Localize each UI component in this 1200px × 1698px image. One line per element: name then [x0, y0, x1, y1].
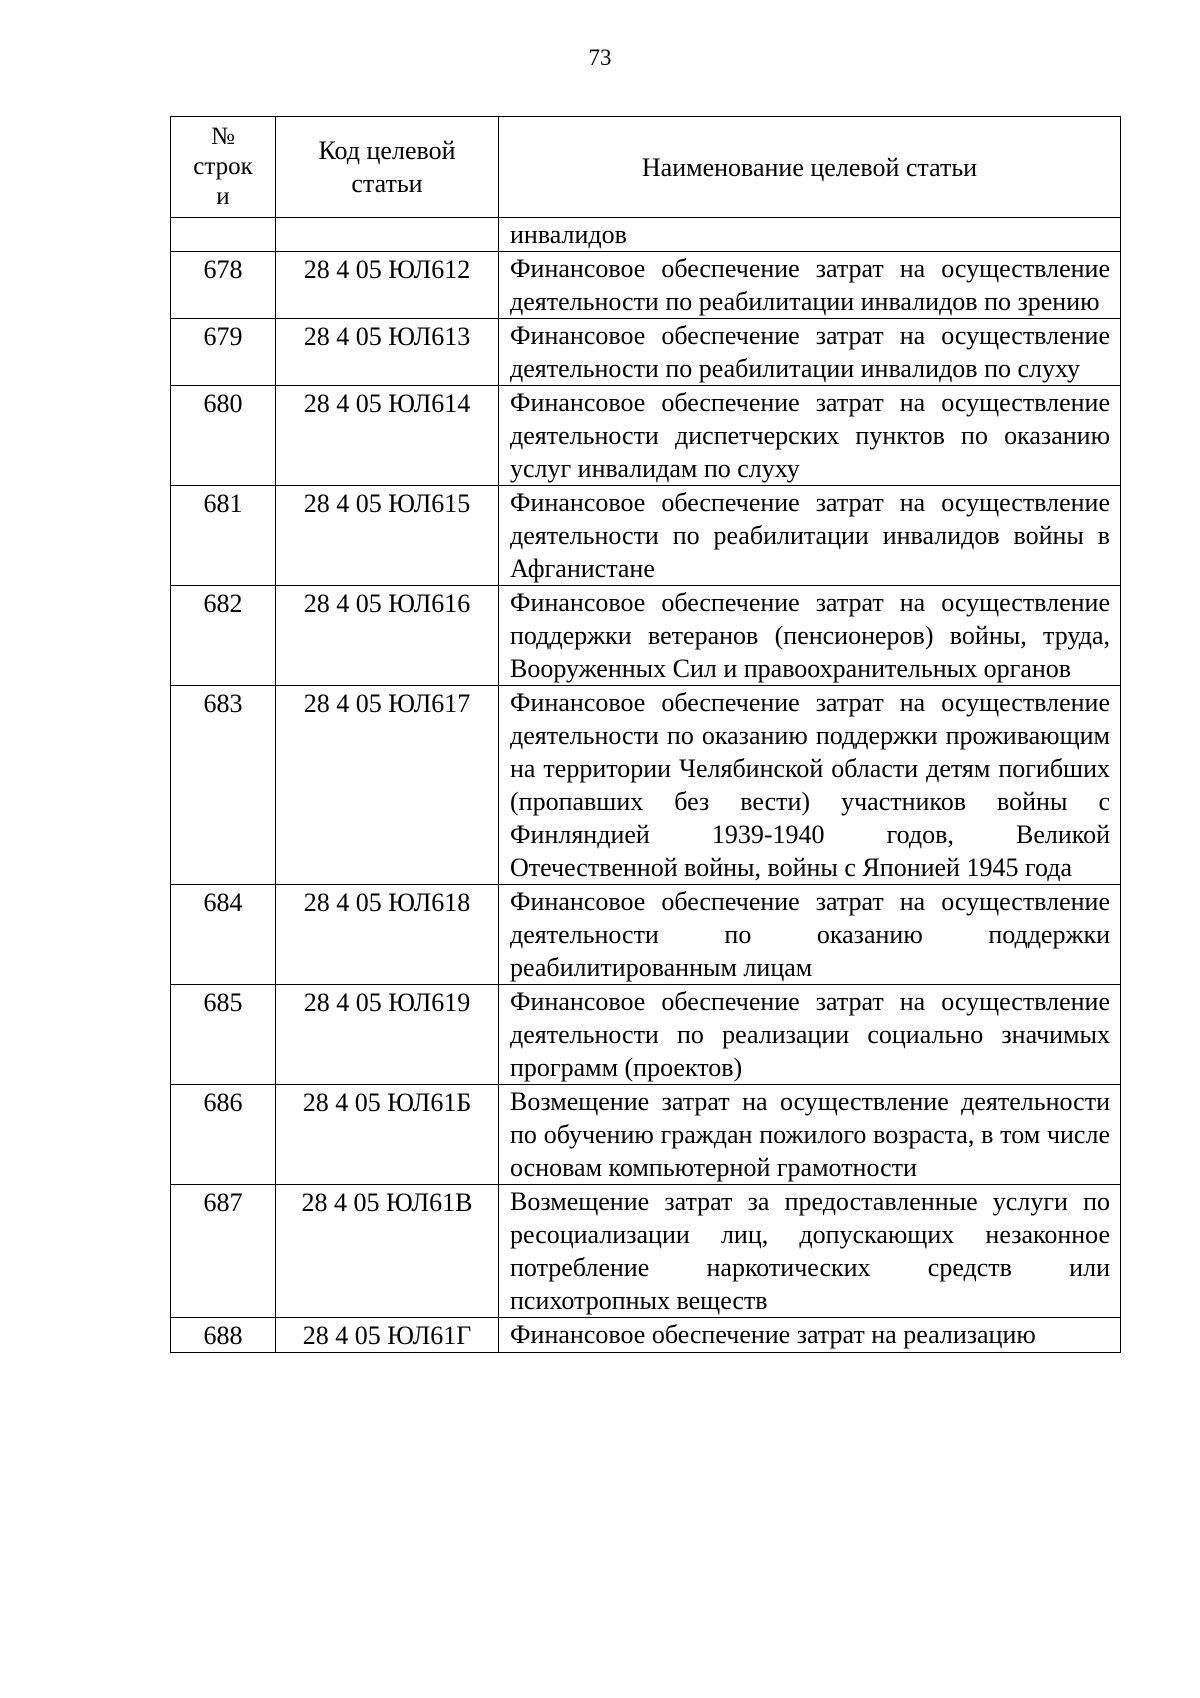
table-row-continuation — [171, 218, 1121, 252]
row-number-cell: 685 — [171, 985, 276, 1085]
row-number-cell: 687 — [171, 1185, 276, 1318]
table-header-row — [171, 117, 1121, 218]
row-number-cell — [171, 218, 276, 252]
header-name: Наименование целевой статьи — [499, 117, 1121, 218]
name-cell: Финансовое обеспечение затрат на осуществление деятельности по оказанию поддержки реабилитированным лицам — [499, 885, 1121, 985]
name-cell: Финансовое обеспечение затрат на осуществление деятельности по реабилитации инвалидов по зрению — [499, 252, 1121, 319]
table-row — [171, 1085, 1121, 1185]
code-cell: 28 4 05 ЮЛ61Б — [276, 1085, 499, 1185]
name-cell: Финансовое обеспечение затрат на осуществление деятельности диспетчерских пунктов по оказанию услуг инвалидам по слуху — [499, 386, 1121, 486]
name-cell: Финансовое обеспечение затрат на осуществление деятельности по реализации социально значимых программ (проектов) — [499, 985, 1121, 1085]
table-row — [171, 386, 1121, 486]
name-cell: Возмещение затрат за предоставленные услуги по ресоциализации лиц, допускающих незаконное потребление наркотических средств или психотропных веществ — [499, 1185, 1121, 1318]
table-row — [171, 1318, 1121, 1353]
name-cell: Финансовое обеспечение затрат на осуществление деятельности по реабилитации инвалидов войны в Афганистане — [499, 486, 1121, 586]
name-cell: Финансовое обеспечение затрат на осуществление деятельности по оказанию поддержки проживающим на территории Челябинской области детям погибших (пропавших без вести) участников войны с Финляндией 1939-1940 годов, Великой Отечественной войны, войны с Японией 1945 года — [499, 686, 1121, 885]
table-row — [171, 885, 1121, 985]
row-number-cell: 688 — [171, 1318, 276, 1353]
code-cell: 28 4 05 ЮЛ61В — [276, 1185, 499, 1318]
code-cell — [276, 218, 499, 252]
row-number-cell: 683 — [171, 686, 276, 885]
name-cell: Финансовое обеспечение затрат на реализацию — [499, 1318, 1121, 1353]
row-number-cell: 686 — [171, 1085, 276, 1185]
table-row — [171, 319, 1121, 386]
table-row — [171, 1185, 1121, 1318]
table-row — [171, 985, 1121, 1085]
page-number: 73 — [588, 45, 612, 70]
header-code-label: Код целевой статьи — [318, 136, 456, 198]
table-row — [171, 252, 1121, 319]
row-number-cell: 678 — [171, 252, 276, 319]
name-cell: Финансовое обеспечение затрат на осуществление поддержки ветеранов (пенсионеров) войны, труда, Вооруженных Сил и правоохранительных органов — [499, 586, 1121, 686]
table-row — [171, 686, 1121, 885]
code-cell: 28 4 05 ЮЛ613 — [276, 319, 499, 386]
code-cell: 28 4 05 ЮЛ616 — [276, 586, 499, 686]
row-number-cell: 681 — [171, 486, 276, 586]
target-articles-table — [170, 116, 1121, 1353]
header-row-number — [171, 117, 276, 218]
row-number-cell: 682 — [171, 586, 276, 686]
code-cell: 28 4 05 ЮЛ612 — [276, 252, 499, 319]
name-cell: Финансовое обеспечение затрат на осуществление деятельности по реабилитации инвалидов по слуху — [499, 319, 1121, 386]
row-number-cell: 680 — [171, 386, 276, 486]
code-cell: 28 4 05 ЮЛ614 — [276, 386, 499, 486]
name-cell: Возмещение затрат на осуществление деятельности по обучению граждан пожилого возраста, в том числе основам компьютерной грамотности — [499, 1085, 1121, 1185]
row-number-cell: 679 — [171, 319, 276, 386]
header-row-number-label: № строк и — [193, 123, 253, 210]
code-cell: 28 4 05 ЮЛ619 — [276, 985, 499, 1085]
code-cell: 28 4 05 ЮЛ618 — [276, 885, 499, 985]
row-number-cell: 684 — [171, 885, 276, 985]
name-cell: инвалидов — [499, 218, 1121, 252]
code-cell: 28 4 05 ЮЛ617 — [276, 686, 499, 885]
code-cell: 28 4 05 ЮЛ61Г — [276, 1318, 499, 1353]
header-code — [276, 117, 499, 218]
table-row — [171, 586, 1121, 686]
code-cell: 28 4 05 ЮЛ615 — [276, 486, 499, 586]
table-row — [171, 486, 1121, 586]
